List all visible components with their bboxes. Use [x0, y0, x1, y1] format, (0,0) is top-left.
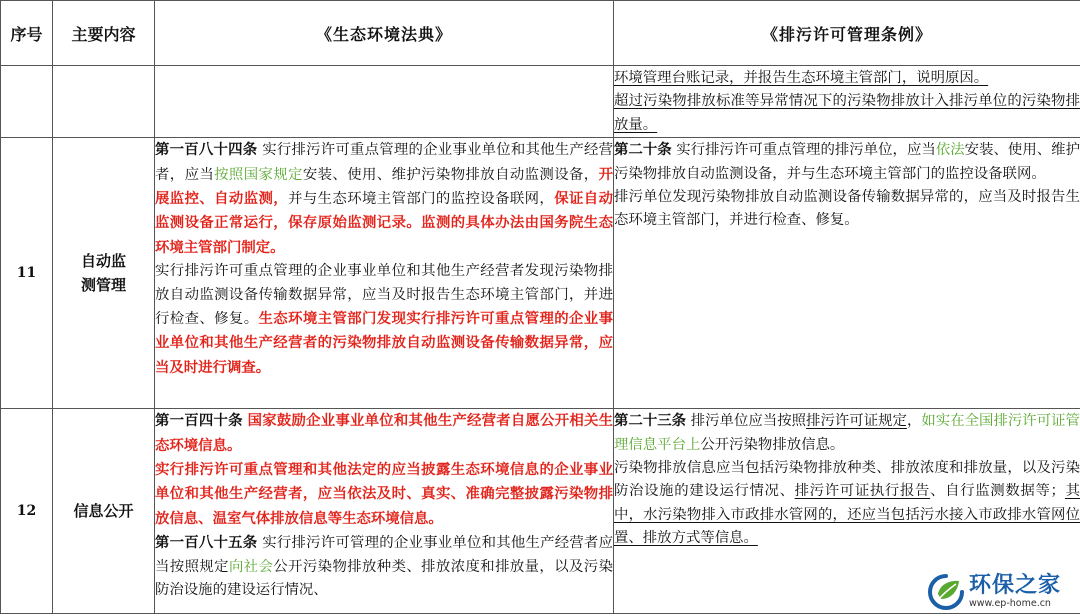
- highlight-red: 保证自动监测设备正常运行，保存原始监测记录。监测的具体办法由国务院生态环境主管部门制定。: [155, 190, 613, 256]
- article-number: 第二十条: [614, 141, 672, 159]
- row-seq: 12: [1, 409, 53, 614]
- article-text: 实行排污许可重点管理的企业事业单位和其他生产经营者，应当: [155, 142, 613, 183]
- article-text: 公开污染物排放信息。: [700, 436, 845, 453]
- row-seq: 11: [1, 138, 53, 409]
- highlight-red: 国家鼓励企业事业单位和其他生产经营者自愿公开相关生态环境信息。: [155, 412, 613, 454]
- article-text: 安装、使用、维护污染物排放自动监测设备，并与生态环境主管部门的监控设备联网。: [614, 142, 1080, 182]
- law-a-cell: [155, 66, 614, 138]
- header-row: [1, 1, 1080, 66]
- article-underline: 排污许可证执行报告: [794, 483, 931, 500]
- highlight-green: 依法: [935, 142, 965, 159]
- article-text: 实行排污许可重点管理的企业事业单位和其他生产经营者发现污染物排放自动监测设备传输数据异常，应当及时报告生态环境主管部门，并进行检查、修复。: [155, 263, 613, 328]
- article-number: 第一百八十四条: [155, 141, 258, 159]
- highlight-green: 按照国家规定: [214, 166, 303, 183]
- article-text: 公开污染物排放种类、排放浓度和排放量，以及污染防治设施的建设运行情况、: [155, 558, 613, 599]
- row-topic-label: 自动监测管理: [80, 252, 126, 295]
- header-topic: 主要内容: [53, 1, 155, 66]
- highlight-green: 如实在全国排污许可证管理信息平台上: [614, 413, 1080, 453]
- watermark-logo: [926, 570, 1076, 614]
- article-underline: 排污许可证规定: [806, 413, 907, 430]
- article-text: 、自行监测数据等；: [930, 483, 1065, 500]
- table-row: [1, 66, 1080, 138]
- watermark-url: www.ep-home.cn: [969, 598, 1051, 609]
- article-text: 并与生态环境主管部门的监控设备联网，: [288, 191, 555, 208]
- row-seq: [1, 66, 53, 138]
- article-underline: 其中，水污染物排入市政排水管网的，还应当包括污水接入市政排水管网位置、排放方式等信息。: [614, 483, 1080, 547]
- article-number: 第一百四十条: [155, 412, 243, 430]
- header-law-b: 《排污许可管理条例》: [614, 1, 1080, 66]
- article-text: 安装、使用、维护污染物排放自动监测设备，: [302, 166, 599, 183]
- table-row: [1, 409, 1080, 614]
- highlight-red: 生态环境主管部门发现实行排污许可重点管理的企业事业单位和其他生产经营者的污染物排放自动监测设备传输数据异常，应当及时进行调查。: [155, 310, 613, 376]
- law-a-cell: [155, 138, 614, 409]
- highlight-red: 实行排污许可重点管理和其他法定的应当披露生态环境信息的企业事业单位和其他生产经营者，应当依法及时、真实、准确完整披露污染物排放信息、温室气体排放信息等生态环境信息。: [155, 461, 613, 527]
- law-b-text: 超过污染物排放标准等异常情况下的污染物排放计入排污单位的污染物排放量。: [614, 93, 1080, 133]
- watermark-name: 环保之家: [969, 573, 1062, 598]
- row-topic: [53, 138, 155, 409]
- article-number: 第二十三条: [614, 412, 687, 430]
- article-number: 第一百八十五条: [155, 534, 258, 552]
- row-topic: [53, 66, 155, 138]
- header-law-a: 《生态环境法典》: [155, 1, 614, 66]
- row-topic: 信息公开: [53, 409, 155, 614]
- law-b-cell: [614, 138, 1080, 409]
- article-text: 排污单位发现污染物排放自动监测设备传输数据异常的，应当及时报告生态环境主管部门，并进行检查、修复。: [614, 189, 1080, 229]
- article-text: ，: [906, 413, 922, 430]
- header-seq: 序号: [1, 1, 53, 66]
- table-row: [1, 138, 1080, 409]
- article-text: 实行排污许可重点管理的排污单位，应当: [676, 142, 936, 159]
- law-b-cell: [614, 66, 1080, 138]
- law-a-cell: [155, 409, 614, 614]
- highlight-green: 向社会: [228, 558, 274, 575]
- law-b-text: 环境管理台账记录，并报告生态环境主管部门，说明原因。: [614, 70, 989, 86]
- article-text: 实行排污许可管理的企业事业单位和其他生产经营者应当按照规定: [155, 535, 613, 575]
- article-text: 污染物排放信息应当包括污染物排放种类、排放浓度和排放量，以及污染防治设施的建设运行情况、: [614, 460, 1080, 500]
- globe-leaf-icon: [926, 572, 966, 612]
- highlight-red: 开展监控、自动监测，: [155, 165, 613, 208]
- article-text: 排污单位应当按照: [690, 413, 807, 430]
